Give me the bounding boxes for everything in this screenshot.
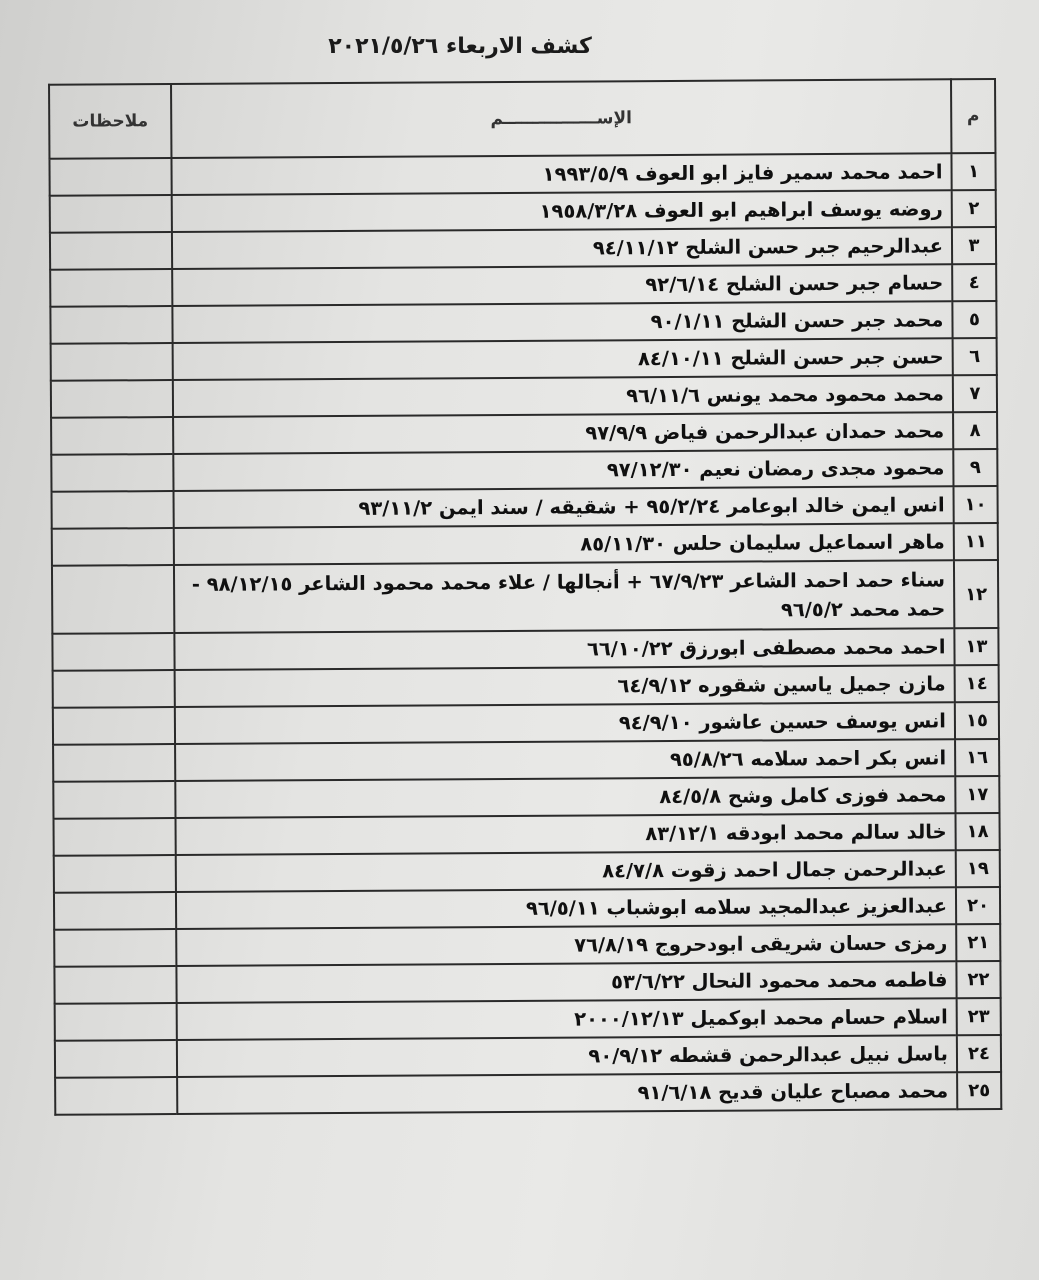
row-notes — [55, 1003, 177, 1041]
row-notes — [50, 232, 172, 270]
table-row — [54, 887, 1000, 930]
row-name: عبدالعزيز عبدالمجيد سلامه ابوشباب ٩٦/٥/١١ — [176, 887, 956, 929]
table-row — [50, 190, 996, 233]
row-name: عبدالرحمن جمال احمد زقوت ٨٤/٧/٨ — [176, 850, 956, 892]
row-name: محمد حمدان عبدالرحمن فياض ٩٧/٩/٩ — [173, 412, 953, 454]
row-number: ٢٤ — [957, 1035, 1001, 1072]
table-body — [49, 153, 1001, 1115]
table-row — [51, 412, 997, 455]
row-name: محمد مصباح عليان قديح ٩١/٦/١٨ — [177, 1072, 957, 1114]
row-number: ١٧ — [955, 776, 999, 813]
row-name: محمد جبر حسن الشلح ٩٠/١/١١ — [172, 301, 952, 343]
row-notes — [51, 380, 173, 418]
table-row — [55, 1035, 1001, 1078]
row-number: ٦ — [953, 338, 997, 375]
row-name: باسل نبيل عبدالرحمن قشطه ٩٠/٩/١٢ — [177, 1035, 957, 1077]
document-title: كشف الاربعاء ٢٠٢١/٥/٢٦ — [328, 34, 592, 59]
row-notes — [53, 707, 175, 745]
row-notes — [55, 1077, 177, 1115]
row-name: مازن جميل ياسين شقوره ٦٤/٩/١٢ — [175, 665, 955, 707]
table-row — [49, 153, 995, 196]
row-notes — [51, 417, 173, 455]
table-row — [52, 560, 998, 634]
row-number: ٤ — [952, 264, 996, 301]
row-number: ٥ — [952, 301, 996, 338]
row-notes — [50, 306, 172, 344]
row-number: ٩ — [953, 449, 997, 486]
row-name: محمود مجدى رمضان نعيم ٩٧/١٢/٣٠ — [173, 449, 953, 491]
row-number: ١٢ — [954, 560, 998, 628]
row-number: ٢١ — [956, 924, 1000, 961]
row-name: احمد محمد مصطفى ابورزق ٦٦/١٠/٢٢ — [174, 628, 954, 670]
table-row — [50, 301, 996, 344]
header-notes: ملاحظات — [49, 84, 171, 159]
row-number: ١٩ — [956, 850, 1000, 887]
row-name: عبدالرحيم جبر حسن الشلح ٩٤/١١/١٢ — [172, 227, 952, 269]
row-name: روضه يوسف ابراهيم ابو العوف ١٩٥٨/٣/٢٨ — [172, 190, 952, 232]
row-name: خالد سالم محمد ابودقه ٨٣/١٢/١ — [176, 813, 956, 855]
row-number: ٢٥ — [957, 1072, 1001, 1109]
table-row — [53, 739, 999, 782]
row-notes — [54, 966, 176, 1004]
table-row — [54, 850, 1000, 893]
header-number: م — [951, 79, 995, 153]
table-row — [52, 486, 998, 529]
row-notes — [50, 195, 172, 233]
row-number: ٢ — [952, 190, 996, 227]
row-notes — [53, 670, 175, 708]
row-notes — [52, 633, 174, 671]
row-notes — [54, 818, 176, 856]
row-notes — [51, 343, 173, 381]
row-number: ١ — [951, 153, 995, 190]
table-row — [51, 338, 997, 381]
row-name: فاطمه محمد محمود النحال ٥٣/٦/٢٢ — [176, 961, 956, 1003]
table-row — [55, 1072, 1001, 1115]
row-number: ١١ — [954, 523, 998, 560]
row-name: محمد فوزى كامل وشح ٨٤/٥/٨ — [175, 776, 955, 818]
row-notes — [53, 744, 175, 782]
table-row — [55, 998, 1001, 1041]
row-notes — [50, 269, 172, 307]
names-table — [48, 78, 1002, 1116]
row-number: ١٨ — [955, 813, 999, 850]
row-number: ٣ — [952, 227, 996, 264]
table-row — [52, 523, 998, 566]
header-name: الإســــــــــــــــم — [171, 79, 951, 158]
row-name: انس ايمن خالد ابوعامر ٩٥/٢/٢٤ + شقيقه / سند ايمن ٩٣/١١/٢ — [174, 486, 954, 528]
row-name: اسلام حسام محمد ابوكميل ٢٠٠٠/١٢/١٣ — [177, 998, 957, 1040]
row-number: ٢٣ — [957, 998, 1001, 1035]
row-number: ١٣ — [954, 628, 998, 665]
table-row — [53, 665, 999, 708]
table-row — [54, 924, 1000, 967]
row-name: حسام جبر حسن الشلح ٩٢/٦/١٤ — [172, 264, 952, 306]
row-notes — [49, 158, 171, 196]
row-name: رمزى حسان شريقى ابودحروج ٧٦/٨/١٩ — [176, 924, 956, 966]
row-notes — [53, 781, 175, 819]
row-notes — [54, 892, 176, 930]
row-notes — [54, 929, 176, 967]
row-notes — [55, 1040, 177, 1078]
row-name: احمد محمد سمير فايز ابو العوف ١٩٩٣/٥/٩ — [171, 153, 951, 195]
row-number: ١٦ — [955, 739, 999, 776]
row-name: سناء حمد احمد الشاعر ٦٧/٩/٢٣ + أنجالها / علاء محمد محمود الشاعر ٩٨/١٢/١٥ - حمد محمد ٩٦/٥/٢ — [174, 560, 954, 633]
row-number: ١٤ — [955, 665, 999, 702]
table-row — [54, 813, 1000, 856]
row-number: ٨ — [953, 412, 997, 449]
row-notes — [51, 454, 173, 492]
table-row — [51, 375, 997, 418]
row-notes — [52, 491, 174, 529]
row-number: ١٥ — [955, 702, 999, 739]
row-notes — [52, 565, 174, 634]
row-number: ١٠ — [953, 486, 997, 523]
table-row — [50, 227, 996, 270]
row-name: ماهر اسماعيل سليمان حلس ٨٥/١١/٣٠ — [174, 523, 954, 565]
row-name: حسن جبر حسن الشلح ٨٤/١٠/١١ — [173, 338, 953, 380]
row-number: ٢٢ — [956, 961, 1000, 998]
row-number: ٢٠ — [956, 887, 1000, 924]
row-name: انس يوسف حسين عاشور ٩٤/٩/١٠ — [175, 702, 955, 744]
table-row — [50, 264, 996, 307]
table-row — [52, 628, 998, 671]
table-header-row — [49, 79, 995, 159]
table-row — [53, 776, 999, 819]
row-notes — [54, 855, 176, 893]
row-number: ٧ — [953, 375, 997, 412]
table-row — [53, 702, 999, 745]
row-notes — [52, 528, 174, 566]
table-row — [54, 961, 1000, 1004]
row-name: محمد محمود محمد يونس ٩٦/١١/٦ — [173, 375, 953, 417]
row-name: انس بكر احمد سلامه ٩٥/٨/٢٦ — [175, 739, 955, 781]
table-row — [51, 449, 997, 492]
